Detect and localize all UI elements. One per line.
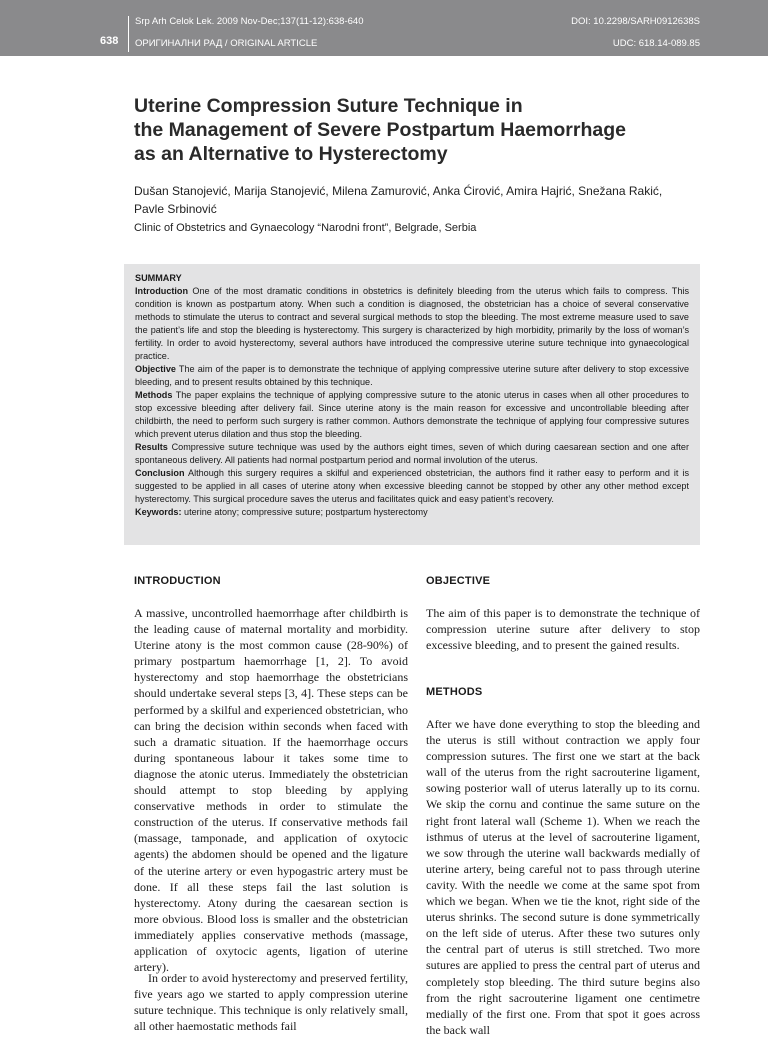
summary-objective [135, 363, 689, 389]
header-divider [128, 16, 129, 52]
author-list: Dušan Stanojević, Marija Stanojević, Milena Zamurović, Anka Ćirović, Amira Hajrić, Snežana Rakić, Pavle Srbinović [134, 184, 663, 216]
introduction-heading: INTRODUCTION [134, 575, 221, 587]
summary-methods [135, 389, 689, 441]
methods-paragraph: After we have done everything to stop the bleeding and the uterus is still without contraction we apply four compression sutures. The first one we start at the back wall of the uterus from the right sacrouterine ligament, sowing posterior wall of uterus laterally up to its cornu. We skip the cornu and continue the same suture on the right front lateral wall (Scheme 1). When we reach the isthmus of uterus at the level of sacrouterine ligament, we sow through the uterine wall backwards medially of uterine artery, being careful not to pass through uterine cavity. With the needle we come at the same spot from which we began. When we tie the knot, right side of the uterus shrinks. The second suture is done symmetrically on the left side of uterus. After these two sutures only the central part of uterus is still stretched. Two more sutures are applied to press the central part of uterus and completely stop bleeding. The third suture begins also from the right sacrouterine ligament one centimetre medially of the first one. From that spot it goes across the back wall [426, 717, 700, 1037]
objective-heading: OBJECTIVE [426, 575, 491, 587]
section-text: Although this surgery requires a skilful and experienced obstetrician, the authors find it rather easy to perform and it is suggested to be applied in all cases of uterine atony when excessive bleeding cannot be stopped by other any other method except hysterectomy. This surgical procedure saves the uterus and facilitates quick and easy patient’s recovery. [135, 468, 689, 504]
title-line: the Management of Severe Postpartum Haemorrhage [134, 119, 626, 141]
article-type: ОРИГИНАЛНИ РАД / ORIGINAL ARTICLE [135, 38, 318, 49]
section-label: Objective [135, 364, 176, 374]
introduction-paragraph: In order to avoid hysterectomy and preserved fertility, five years ago we started to apply compression uterine suture technique. This technique is only relatively small, all other haemostatic methods fail [134, 971, 408, 1034]
summary-introduction [135, 285, 689, 363]
section-label: Methods [135, 390, 173, 400]
section-text: The aim of the paper is to demonstrate the technique of applying compressive uterine suture after delivery to stop excessive bleeding, and to present results obtained by this technique. [135, 364, 689, 387]
summary-results [135, 441, 689, 467]
summary-box [124, 264, 700, 545]
section-label: Results [135, 442, 168, 452]
introduction-paragraph: A massive, uncontrolled haemorrhage after childbirth is the leading cause of maternal mortality and morbidity. Uterine atony is the most common cause (28-90%) of primary postpartum haemorrhage [1, 2]. To avoid hysterectomy and stop haemorrhage the obstetricians should undertake several steps [3, 4]. These steps can be performed by a skilful and experienced obstetrician, who can bring the decision within seconds when faced with such a dramatic situation. If the haemorrhage occurs during spontaneous labour it takes some time to diagnose the atonic uterus. Immediately the obstetrician should attempt to stop bleeding by applying conservative methods in order to stimulate the construction of the uterus. If conservative methods fail (massage, tamponade, and application of oxytocic agents) the abdomen should be opened and the ligature of the uterine artery or even hypogastric artery must be done. If all these steps fail the last solution is hysterectomy. Atony during the caesarean section is more obvious. Blood loss is smaller and the obstetrician immediately applies conservative methods (massage, application of oxytocic agents, ligation of uterine artery). [134, 606, 408, 975]
udc: UDC: 618.14-089.85 [612, 38, 700, 49]
section-text: One of the most dramatic conditions in obstetrics is definitely bleeding from the uterus which fails to compress. This condition is known as postpartum atony. When such a condition is diagnosed, the obstetrician has a choice of several conservative methods to stimulate the uterus to contract and several surgical methods to stop the bleeding. The most extreme measure used to save the patient’s life and stop the bleeding is hysterectomy. This surgery is characterized by high morbidity, primarily by the loss of woman’s fertility. In order to avoid hysterectomy, several authors have introduced the compressive uterine suture technique into gynaecological practice. [135, 286, 689, 361]
section-label: Conclusion [135, 468, 185, 478]
title-line: as an Alternative to Hysterectomy [134, 143, 448, 165]
journal-citation: Srp Arh Celok Lek. 2009 Nov-Dec;137(11-12):638-640 [135, 16, 364, 27]
page-number: 638 [100, 35, 119, 47]
affiliation: Clinic of Obstetrics and Gynaecology “Narodni front”, Belgrade, Serbia [134, 222, 477, 234]
objective-paragraph: The aim of this paper is to demonstrate the technique of compression uterine suture after delivery to stop excessive bleeding, and to present the gained results. [426, 606, 700, 653]
title-line: Uterine Compression Suture Technique in [134, 95, 523, 117]
journal-header-band [0, 0, 768, 56]
section-text: The paper explains the technique of applying compressive suture to the atonic uterus in cases when all other procedures to stop excessive bleeding after delivery fail. Since uterine atony is the main reason for excessive and uncontrollable bleeding after childbirth, the need to perform such surgery is rather common. Authors demonstrate the technique of applying four compressive sutures which prevent uterus dilation and thus stop the bleeding. [135, 390, 689, 439]
summary-conclusion [135, 467, 689, 506]
summary-keywords [135, 506, 689, 519]
section-text: Compressive suture technique was used by the authors eight times, seven of which during caesarean section and one after spontaneous delivery. All patients had normal postpartum period and normal involution of the uterus. [135, 442, 689, 465]
summary-heading: SUMMARY [135, 273, 182, 283]
section-label: Introduction [135, 286, 189, 296]
article-title [134, 94, 714, 166]
doi: DOI: 10.2298/SARH0912638S [571, 16, 700, 27]
keywords-text: uterine atony; compressive suture; postpartum hysterectomy [181, 507, 428, 517]
methods-heading: METHODS [426, 686, 483, 698]
keywords-label: Keywords: [135, 507, 182, 517]
